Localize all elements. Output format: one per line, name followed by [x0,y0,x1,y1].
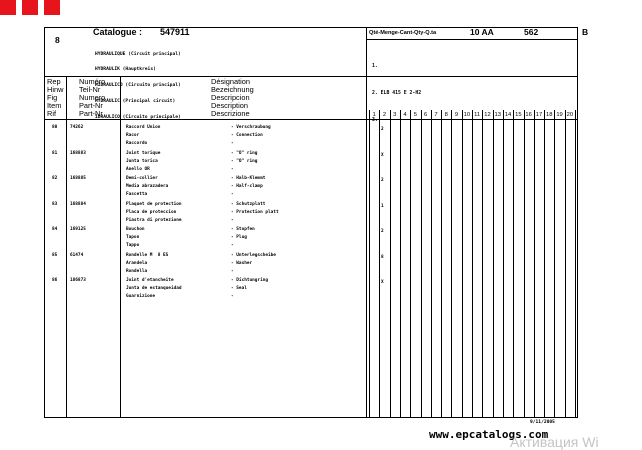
part-translation: - "O" ring [231,150,258,156]
part-translation: - Schutzplatt [231,201,266,207]
part-name: Bouchon [126,227,145,232]
part-name: Fascetta [126,192,148,198]
qty-column-line [503,110,504,418]
section-title: HYDRAULIK (Hauptkreis) [95,67,156,73]
section-title: IDRAULICO (Circuito principale) [95,115,181,121]
column-divider [120,76,121,418]
rep-header-line: Item [47,101,62,110]
qty-column-number: 3 [393,112,397,118]
part-item-number: 82 [52,176,58,181]
designation-header-line: Description [211,101,248,110]
qty-column-line [565,110,566,418]
qty-column-line [431,110,432,418]
rep-header-line: Hinw [47,85,64,94]
part-name: Plaquet de protection [126,201,182,207]
logo-square [0,0,16,15]
part-name: Placa de proteccion [126,209,177,215]
qty-column-line [575,110,576,418]
part-number: 61474 [70,252,84,258]
part-name: Rondella [126,268,148,274]
qty-column-line [554,110,555,418]
model-number: 562 [524,27,539,37]
variant-note: 1. [372,64,378,69]
part-name: Racor [126,133,140,139]
qty-column-line [493,110,494,418]
number-header-line: Part-Nr [79,109,103,118]
activation-watermark: Активация Wi [510,434,599,450]
part-quantity-mark: 1 [381,203,384,209]
column-divider [66,76,67,418]
column-header-divider [44,119,578,120]
part-translation: - [231,268,234,274]
part-translation: - [231,294,234,300]
part-item-number: 83 [52,201,58,207]
qty-column-line [441,110,442,418]
designation-header-line: Descripcion [211,93,250,102]
part-name: Anello OR [126,166,150,172]
print-date: 9/11/2005 [530,420,555,425]
part-name: Media abrazadera [126,184,169,190]
designation-header-line: Bezeichnung [211,85,254,94]
part-translation: - "O" ring [231,158,258,164]
part-translation: - Halb-Klemmt [231,176,266,181]
part-name: Arandela [126,260,148,266]
part-quantity-mark: 2 [381,229,384,234]
section-title: HYDRAULIQUE (Circuit principal) [95,51,181,57]
qty-column-number: 10 [463,112,471,118]
part-translation: - [231,217,234,223]
rep-header-line: Rif [47,109,57,118]
part-item-number: 84 [52,227,58,232]
qty-column-line [534,110,535,418]
qty-column-number: 18 [546,112,553,118]
part-name: Guarnizione [126,294,156,300]
catalogue-number: 547911 [160,27,190,37]
qty-column-number: 16 [525,112,532,118]
part-translation: - Washer [231,260,253,266]
part-translation: - [231,243,234,249]
part-item-number: 81 [52,150,58,156]
designation-header-line: Désignation [211,77,251,86]
part-quantity-mark: 2 [381,127,384,132]
part-item-number: 86 [52,278,58,283]
part-translation: - Unterlegscheibe [231,252,276,258]
part-name: Piastra di protezione [126,217,182,223]
qty-column-number: 14 [504,112,512,118]
part-name: Joint d'etancheite [126,278,174,283]
number-column-header [79,78,105,118]
rep-column-header [47,78,63,118]
part-name: Junta torica [126,158,158,164]
part-name: Raccordo [126,141,148,147]
sheet-number: 8 [55,35,60,45]
part-translation: - [231,141,234,147]
part-number: 169125 [70,227,86,232]
qty-column-line [421,110,422,418]
part-quantity-mark: 8 [381,254,384,260]
section-titles [95,41,181,126]
qty-column-line [400,110,401,418]
part-translation: - Half-clamp [231,184,263,190]
qty-column-line [390,110,391,418]
qty-column-number: 1 [372,112,376,118]
qty-column-line [462,110,463,418]
variant-note: 2. ELB 415 E 2-H2 [372,91,422,96]
part-name: Junta de estanqueidad [126,286,182,292]
qty-column-line [472,110,473,418]
part-translation: - Connection [231,133,263,139]
qty-column-line [482,110,483,418]
corner-letter: B [582,27,589,37]
qty-column-number: 19 [556,112,563,118]
qty-column-line [451,110,452,418]
part-translation: - [231,192,234,198]
qty-column-line [544,110,545,418]
qty-column-number: 8 [444,112,448,118]
qty-label-divider [366,39,578,40]
rep-header-line: Fig [47,93,58,102]
part-translation: - Plug [231,235,247,241]
qty-label: Qté-Menge-Cant-Qty-Q.ta [369,30,437,36]
part-name: Tappo [126,243,140,249]
part-quantity-mark: X [381,280,384,285]
number-header-line: Teil-Nr [79,85,101,94]
part-translation: - Protection platt [231,209,279,215]
variant-note: 3. [372,118,378,123]
logo-square [22,0,38,15]
section-title: HYDRAULIC (Principal circuit) [95,99,176,105]
qty-column-number: 4 [403,112,407,118]
part-name: Raccord Union [126,125,161,130]
part-name: Demi-collier [126,176,158,181]
qty-column-number: 5 [413,112,417,118]
qty-column-number: 13 [494,112,501,118]
part-number: 168885 [70,176,86,181]
part-item-number: 85 [52,252,58,258]
part-translation: - Stopfen [231,227,255,232]
part-number: 74262 [70,125,84,130]
qty-column-number: 17 [535,112,543,118]
number-header-line: Numéro [79,77,106,86]
qty-column-number: 20 [566,112,574,118]
part-number: 186873 [70,278,86,283]
part-item-number: 80 [52,125,58,130]
logo-square [44,0,60,15]
part-translation: - [231,166,234,172]
part-number: 168884 [70,201,86,207]
part-name: Rondelle M 8 ES [126,252,169,258]
qty-column-number: 9 [454,112,459,118]
model-code: 10 AA [470,27,494,37]
qty-column-line [513,110,514,418]
qty-section-divider [366,27,367,418]
designation-header-line: Descrizione [211,109,250,118]
designation-column-header [211,78,254,118]
qty-column-number: 7 [434,112,438,118]
part-quantity-mark: X [381,152,384,158]
part-translation: - Dichtungring [231,278,269,283]
rep-header-line: Rep [47,77,61,86]
part-name: Tapon [126,235,140,241]
number-header-line: Part-Nr [79,101,103,110]
part-translation: - Seal [231,286,247,292]
qty-column-number: 15 [515,112,522,118]
section-title: HIDRAULICO (Circuito principal) [95,83,181,89]
qty-column-line [524,110,525,418]
qty-column-number: 11 [474,112,481,118]
part-name: Joint torique [126,150,161,156]
qty-column-number: 6 [424,112,428,118]
part-translation: - Verschraubung [231,125,271,130]
qty-column-line [369,110,370,418]
part-quantity-mark: 2 [381,178,384,183]
part-number: 168883 [70,150,86,156]
catalogue-label: Catalogue : [93,27,143,37]
number-header-line: Numero [79,93,106,102]
website-link[interactable]: www.epcatalogs.com [429,428,549,441]
qty-column-number: 2 [382,112,387,118]
qty-column-number: 12 [484,112,491,118]
qty-column-line [410,110,411,418]
